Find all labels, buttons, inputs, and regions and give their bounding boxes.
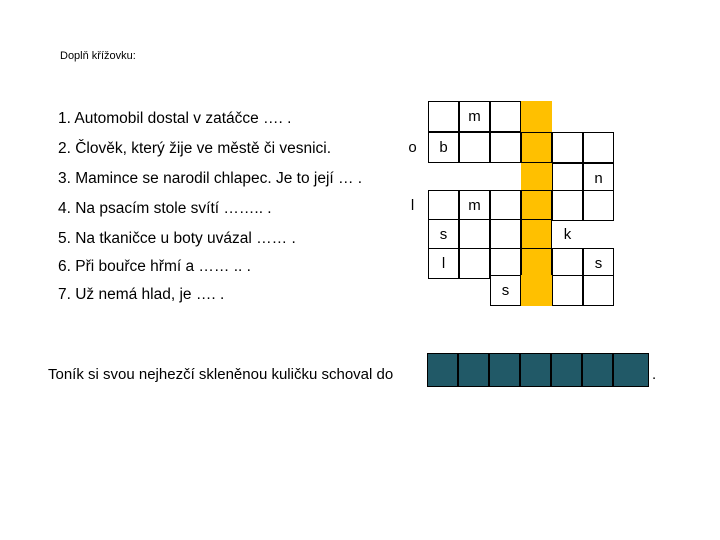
- clue-4: 4. Na psacím stole svítí …….. .: [58, 200, 272, 217]
- grid-cell[interactable]: [459, 248, 490, 279]
- grid-cell[interactable]: [428, 101, 459, 132]
- grid-cell[interactable]: [459, 219, 490, 250]
- key-column-cell[interactable]: [521, 101, 552, 132]
- grid-cell[interactable]: [490, 219, 521, 250]
- clue-2: 2. Člověk, který žije ve městě či vesnici.: [58, 140, 332, 157]
- grid-cell[interactable]: n: [583, 163, 614, 194]
- grid-cell[interactable]: m: [459, 101, 490, 132]
- secret-sentence: Toník si svou nejhezčí skleněnou kuličku schoval do: [48, 366, 394, 383]
- grid-cell[interactable]: [490, 101, 521, 132]
- answer-box[interactable]: [458, 353, 489, 387]
- grid-cell[interactable]: [583, 132, 614, 163]
- key-column-cell[interactable]: [521, 190, 552, 221]
- answer-box[interactable]: [613, 353, 649, 387]
- sentence-period: .: [652, 366, 657, 383]
- grid-cell[interactable]: [552, 275, 583, 306]
- answer-box[interactable]: [551, 353, 582, 387]
- answer-box[interactable]: [489, 353, 520, 387]
- clue-1: 1. Automobil dostal v zatáčce …. .: [58, 110, 292, 127]
- grid-cell[interactable]: [428, 190, 459, 221]
- key-column-cell[interactable]: [521, 219, 552, 250]
- instruction: Doplň křížovku:: [60, 50, 136, 62]
- grid-cell[interactable]: m: [459, 190, 490, 221]
- key-column-cell[interactable]: [521, 275, 552, 306]
- grid-cell[interactable]: b: [428, 132, 459, 163]
- grid-cell[interactable]: [552, 132, 583, 163]
- grid-cell[interactable]: s: [490, 275, 521, 306]
- clue-6: 6. Při bouřce hřmí a …… .. .: [58, 258, 251, 275]
- clue-5: 5. Na tkaničce u boty uvázal …… .: [58, 230, 296, 247]
- grid-letter: k: [563, 226, 572, 243]
- grid-cell[interactable]: l: [428, 248, 459, 279]
- grid-letter: o: [408, 139, 417, 156]
- clue-7: 7. Už nemá hlad, je …. .: [58, 286, 225, 303]
- clue-3: 3. Mamince se narodil chlapec. Je to její … .: [58, 170, 363, 187]
- grid-cell[interactable]: [490, 190, 521, 221]
- key-column-cell[interactable]: [521, 132, 552, 163]
- grid-cell[interactable]: [459, 132, 490, 163]
- answer-box[interactable]: [582, 353, 613, 387]
- grid-letter: l: [410, 197, 415, 214]
- grid-cell[interactable]: s: [583, 248, 614, 279]
- grid-cell[interactable]: [490, 132, 521, 163]
- grid-cell[interactable]: [583, 275, 614, 306]
- grid-cell[interactable]: [552, 190, 583, 221]
- answer-box[interactable]: [427, 353, 458, 387]
- answer-box[interactable]: [520, 353, 551, 387]
- grid-cell[interactable]: s: [428, 219, 459, 250]
- grid-cell[interactable]: [583, 190, 614, 221]
